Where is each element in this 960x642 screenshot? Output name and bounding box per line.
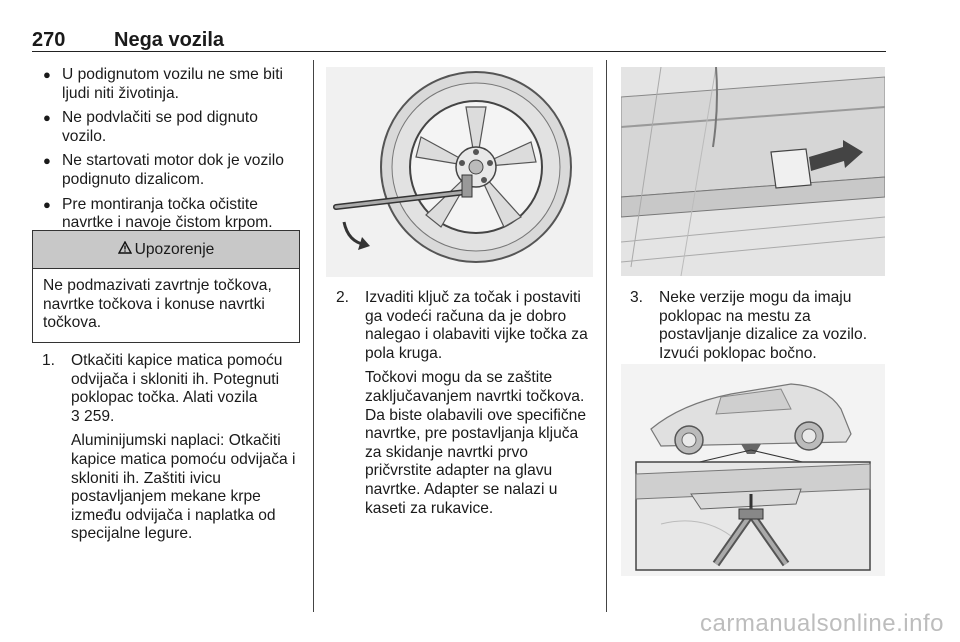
bullet-item: ● Pre montiranja točka očistite navrtke i navoje čistom krpom. bbox=[43, 195, 273, 232]
column-divider-1 bbox=[313, 60, 314, 612]
warning-text: Ne podmazivati zavrtnje točkova, navrtke točkova i konuse navrtki točkova. bbox=[43, 277, 272, 332]
step-number: 3. bbox=[630, 289, 644, 306]
step-1 bbox=[42, 352, 304, 550]
step-number: 1. bbox=[42, 352, 56, 369]
step-note: Točkovi mogu da se zaštite zaključavanjem navrtki točkova. Da biste olabavili ove specifične navrtke, pre postavljanja ključa za skidanje navrtki prvo pričvrstite adapter na glavu navrtke. Adapter se nalazi u kaseti za rukavice. bbox=[365, 369, 587, 517]
step-note: Aluminijumski naplaci: Otkačiti kapice matica pomoću odvijača i skloniti ih. Zaštiti ivicu postavljanjem mekane krpe između odvijača i naplatka od specijalne legure. bbox=[71, 432, 296, 543]
warning-box bbox=[32, 230, 300, 343]
wheel-wrench-illustration bbox=[326, 67, 593, 277]
page-ref-arrow-icon: 3 bbox=[71, 407, 80, 425]
step-2 bbox=[336, 289, 594, 524]
bullet-item: ● U podignutom vozilu ne sme biti ljudi niti životinja. bbox=[43, 66, 284, 102]
page-reference[interactable]: 259. bbox=[84, 407, 115, 425]
column-divider-2 bbox=[606, 60, 607, 612]
jack-point-cover-illustration bbox=[621, 67, 885, 276]
bullet-icon: ● bbox=[43, 153, 51, 169]
warning-header bbox=[33, 231, 299, 269]
bullet-icon: ● bbox=[43, 67, 51, 82]
bullet-item: ● Ne podvlačiti se pod dignuto vozilo. bbox=[43, 109, 258, 145]
safety-bullet-list bbox=[32, 66, 302, 233]
page-number: 270 bbox=[32, 29, 66, 51]
step-3 bbox=[630, 289, 888, 369]
warning-title: Upozorenje bbox=[134, 240, 215, 258]
car-on-jack-illustration bbox=[621, 364, 885, 576]
page-title: Nega vozila bbox=[114, 29, 225, 51]
column-1 bbox=[32, 66, 302, 239]
watermark: carmanualsonline.info bbox=[700, 610, 944, 637]
step-number: 2. bbox=[336, 289, 350, 306]
step-text: Izvaditi ključ za točak i postaviti ga vodeći računa da je dobro nalegao i olabaviti vijke točka za pola kruga. bbox=[365, 289, 588, 362]
warning-triangle-icon bbox=[118, 241, 132, 259]
bullet-icon: ● bbox=[43, 196, 51, 212]
page-header bbox=[32, 25, 886, 52]
bullet-icon: ● bbox=[43, 110, 51, 126]
step-text: Otkačiti kapice matica pomoću odvijača i skloniti ih. Potegnuti poklopac točka. Alati vozila 3 259. bbox=[71, 352, 283, 425]
bullet-item: ● Ne startovati motor dok je vozilo podignuto dizalicom. bbox=[43, 152, 284, 188]
step-text: Neke verzije mogu da imaju poklopac na mestu za postavljanje dizalice za vozilo. Izvući poklopac bočno. bbox=[659, 289, 868, 362]
